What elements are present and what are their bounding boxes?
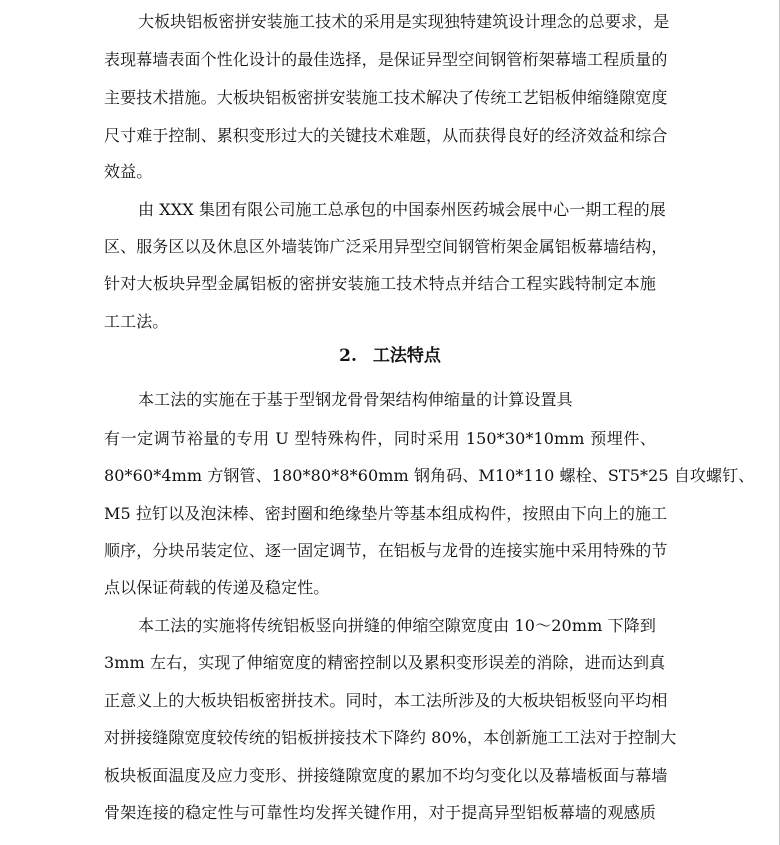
para3-line-4: M5 拉钉以及泡沫棒、密封圈和绝缘垫片等基本组成构件，按照由下向上的施工 <box>104 504 668 523</box>
para4-line-4: 对拼接缝隙宽度较传统的铝板拼接技术下降约 80%，本创新施工工法对于控制大 <box>104 728 677 747</box>
para3-line-6: 点以保证荷载的传递及稳定性。 <box>104 578 330 597</box>
section-heading <box>0 342 780 370</box>
para1-line-3: 主要技术措施。大板块铝板密拼安装施工技术解决了传统工艺铝板伸缩缝隙宽度 <box>104 88 668 107</box>
para4-line-1: 本工法的实施将传统铝板竖向拼缝的伸缩空隙宽度由 10～20mm 下降到 <box>138 616 656 635</box>
para2-line-2: 区、服务区以及休息区外墙装饰广泛采用异型空间钢管桁架金属铝板幕墙结构， <box>104 237 668 256</box>
para4-line-3: 正意义上的大板块铝板密拼技术。同时，本工法所涉及的大板块铝板竖向平均相 <box>104 691 668 710</box>
para3-line-3: 80*60*4mm 方钢管、180*80*8*60mm 钢角码、M10*110 螺栓、ST5*25 自攻螺钉、 <box>104 466 755 485</box>
para1-line-4: 尺寸难于控制、累积变形过大的关键技术难题，从而获得良好的经济效益和综合 <box>104 126 668 145</box>
para1-line-2: 表现幕墙表面个性化设计的最佳选择，是保证异型空间钢管桁架幕墙工程质量的 <box>104 50 668 69</box>
para4-line-5: 板块板面温度及应力变形、拼接缝隙宽度的累加不均匀变化以及幕墙板面与幕墙 <box>104 766 668 785</box>
section-number: 2. <box>339 346 357 366</box>
para2-line-4: 工工法。 <box>104 312 169 331</box>
para3-line-5: 顺序，分块吊装定位、逐一固定调节，在铝板与龙骨的连接实施中采用特殊的节 <box>104 541 668 560</box>
para4-line-6: 骨架连接的稳定性与可靠性均发挥关键作用，对于提高异型铝板幕墙的观感质 <box>104 803 656 822</box>
para4-line-2: 3mm 左右，实现了伸缩宽度的精密控制以及累积变形误差的消除，进而达到真 <box>104 653 666 672</box>
para2-line-3: 针对大板块异型金属铝板的密拼安装施工技术特点并结合工程实践特制定本施 <box>104 274 656 293</box>
para2-line-1: 由 XXX 集团有限公司施工总承包的中国泰州医药城会展中心一期工程的展 <box>138 200 666 219</box>
para1-line-5: 效益。 <box>104 162 153 181</box>
para1-line-1: 大板块铝板密拼安装施工技术的采用是实现独特建筑设计理念的总要求，是 <box>138 12 670 31</box>
para3-line-2: 有一定调节裕量的专用 U 型特殊构件，同时采用 150*30*10mm 预埋件、 <box>104 429 656 448</box>
para3-line-1: 本工法的实施在于基于型钢龙骨骨架结构伸缩量的计算设置具 <box>138 390 573 409</box>
section-title: 工法特点 <box>372 346 441 366</box>
